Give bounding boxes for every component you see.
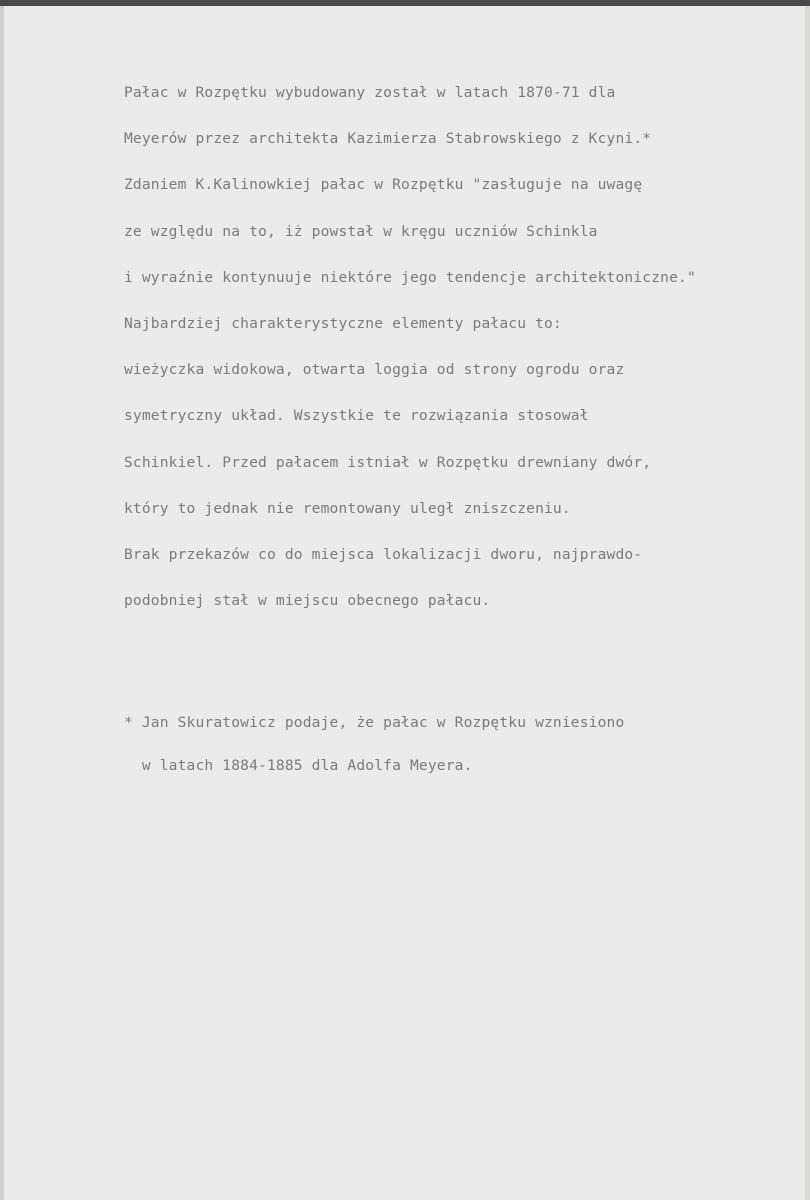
body-line: który to jednak nie remontowany uległ zniszczeniu. (124, 499, 571, 517)
body-line: podobniej stał w miejscu obecnego pałacu. (124, 592, 491, 610)
body-line: Pałac w Rozpętku wybudowany został w latach 1870-71 dla (124, 84, 616, 101)
footnote-line: * Jan Skuratowicz podaje, że pałac w Rozpętku wzniesiono (124, 714, 625, 731)
footnote (124, 710, 624, 796)
body-line: Schinkiel. Przed pałacem istniał w Rozpętku drewniany dwór, (124, 453, 652, 471)
footnote-line: w latach 1884-1885 dla Adolfa Meyera. (124, 757, 473, 774)
body-line: wieżyczka widokowa, otwarta loggia od strony ogrodu oraz (124, 361, 625, 379)
body-line: i wyraźnie kontynuuje niektóre jego tendencje architektoniczne." (124, 268, 696, 286)
body-text (124, 80, 696, 634)
body-line: Zdaniem K.Kalinowkiej pałac w Rozpętku "zasługuje na uwagę (124, 176, 643, 194)
body-line: Brak przekazów co do miejsca lokalizacji dworu, najprawdo- (124, 545, 643, 563)
body-line: ze względu na to, iż powstał w kręgu uczniów Schinkla (124, 222, 598, 240)
body-line: Najbardziej charakterystyczne elementy pałacu to: (124, 314, 562, 332)
scan-right-edge (805, 6, 810, 1200)
body-line: symetryczny układ. Wszystkie te rozwiązania stosował (124, 407, 589, 425)
body-line: Meyerów przez architekta Kazimierza Stabrowskiego z Kcyni.* (124, 130, 652, 148)
document-page (4, 6, 805, 1200)
